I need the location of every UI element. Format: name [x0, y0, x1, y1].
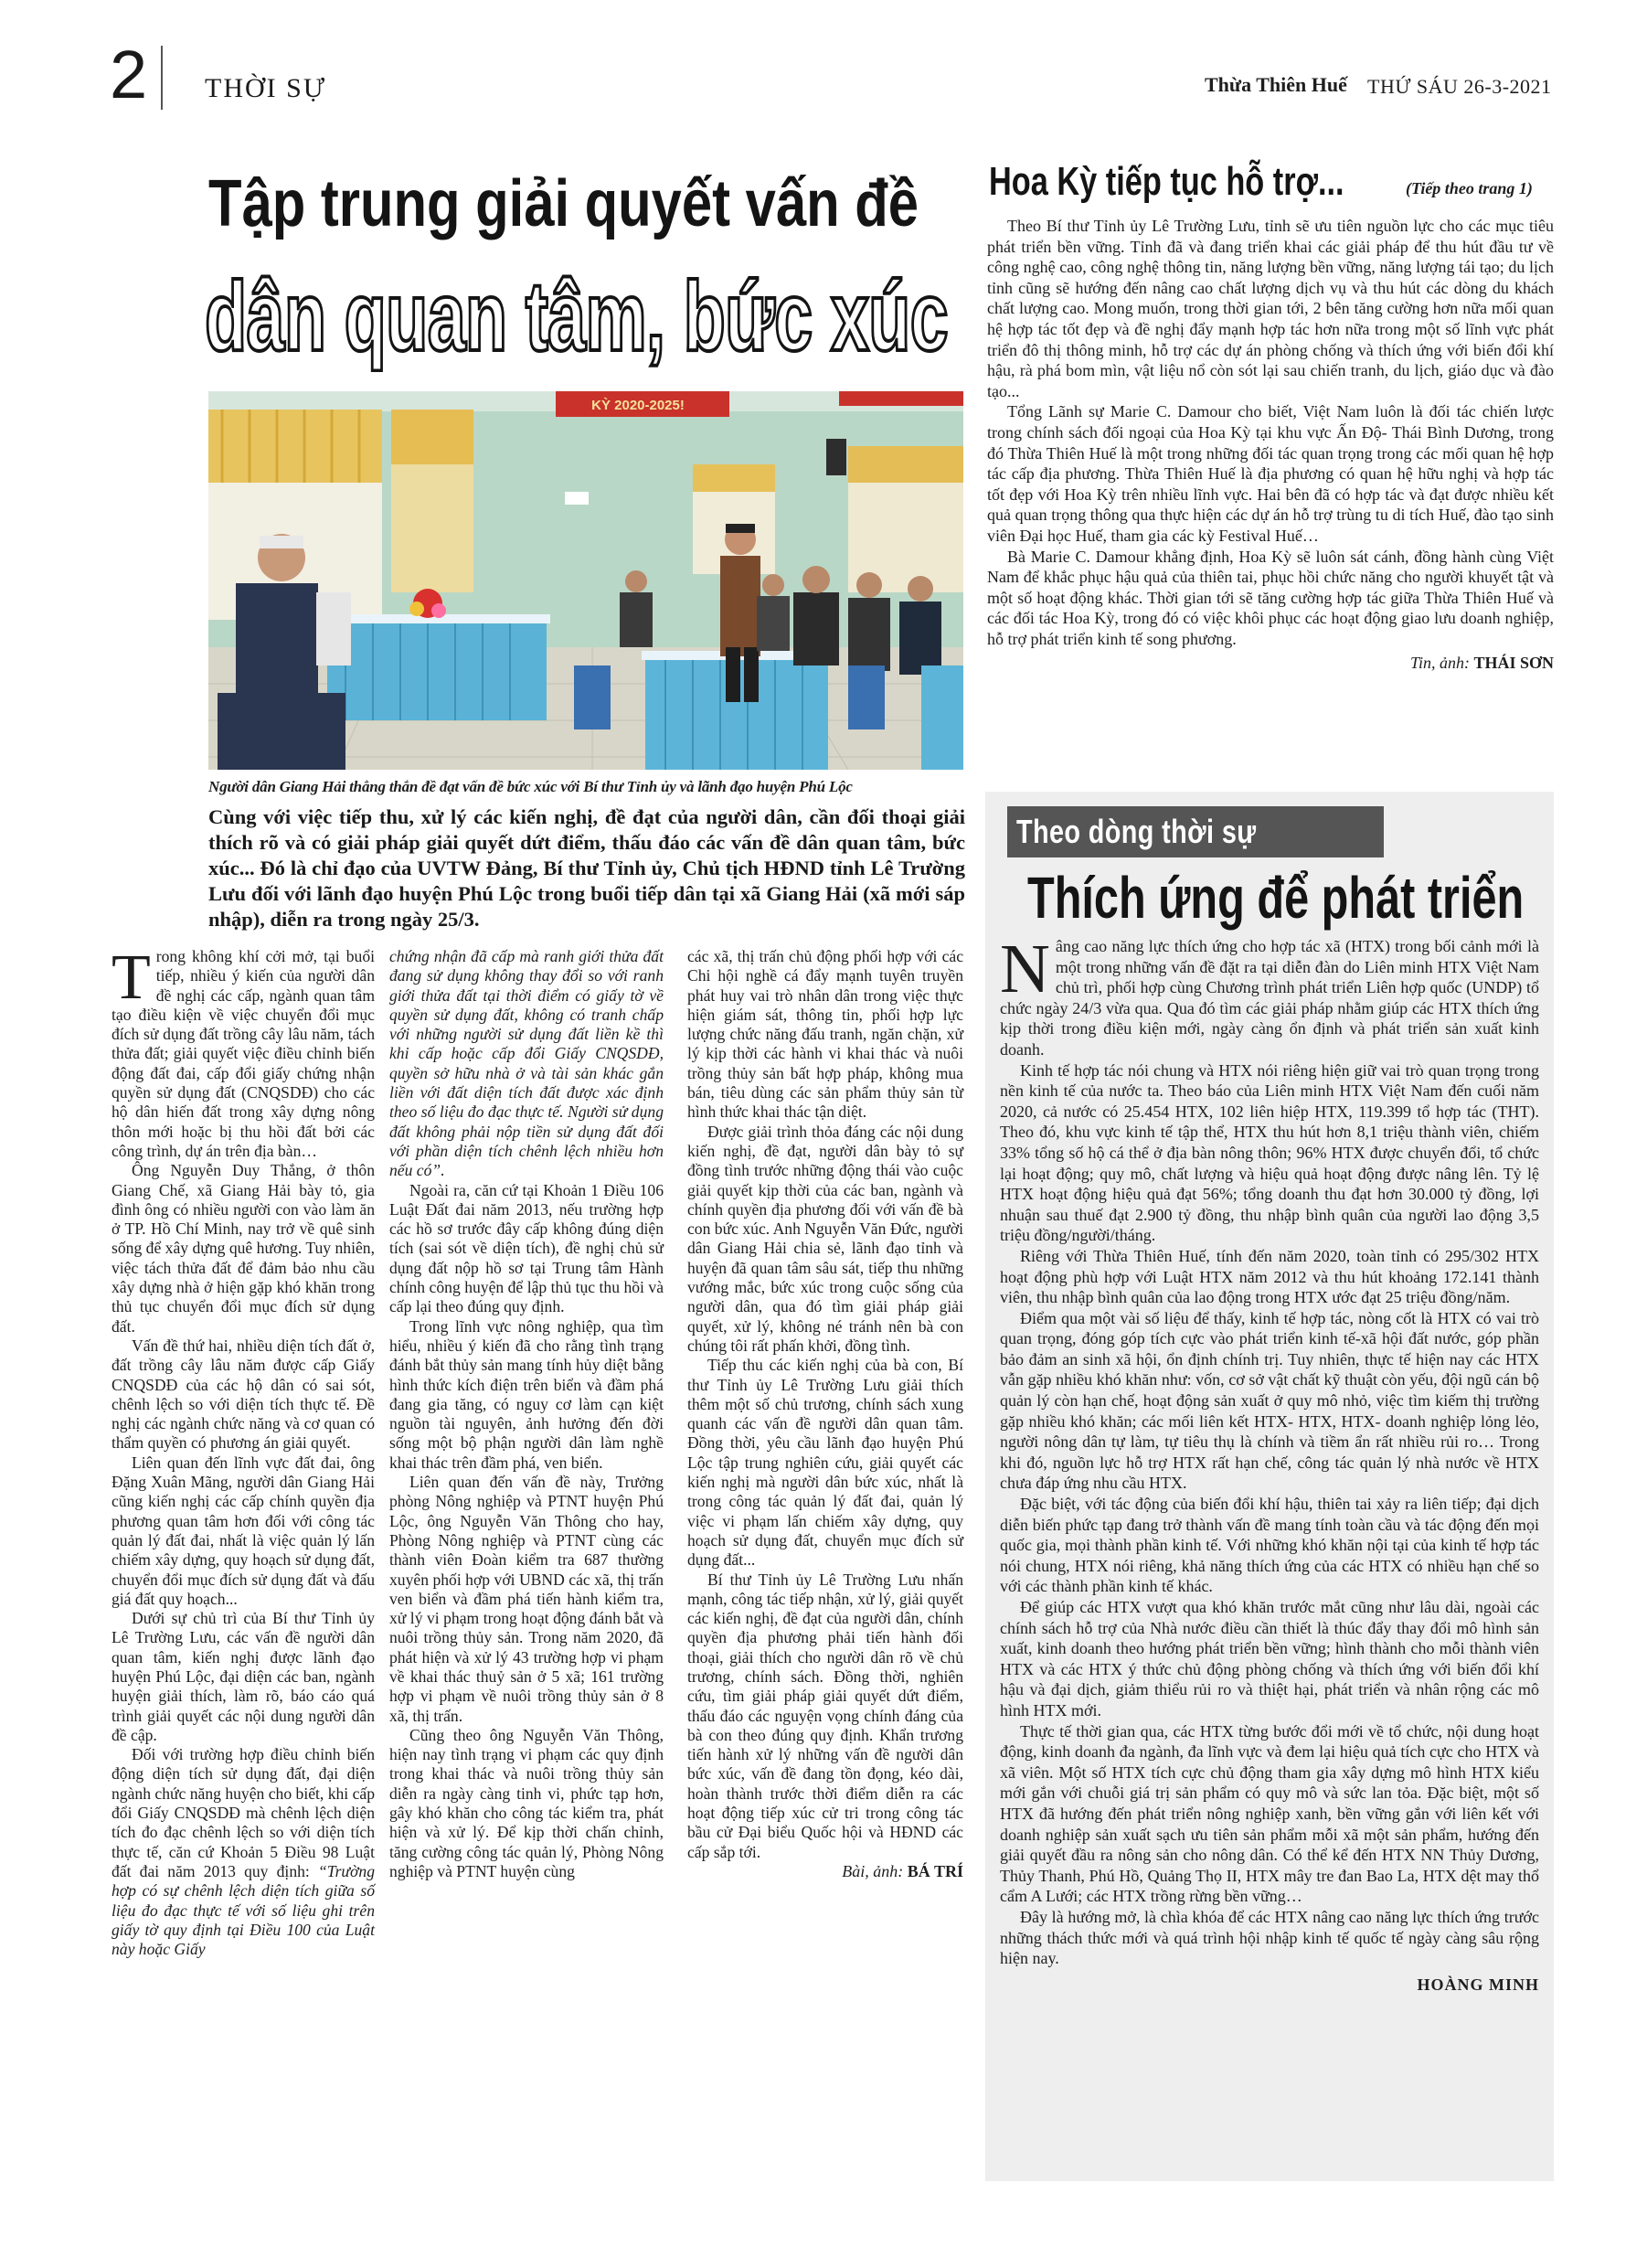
- drop-cap: N: [1000, 931, 1050, 1007]
- drop-cap: T: [112, 942, 151, 1013]
- article-paragraph: Bà Marie C. Damour khẳng định, Hoa Kỳ sẽ luôn sát cánh, đồng hành cùng Việt Nam để khắc phục hậu quả của thiên tai, phục hồi chức năng cho người khuyết tật và một số hoạt động khác. Thời gian tới sẽ tăng cường hợp tác giữa Thừa Thiên Huế và các đối tác Hoa Kỳ, trong đó có việc khôi phục các hoạt động giao lưu doanh nghiệp, hỗ trợ phát triển kinh tế song phương.: [987, 547, 1554, 648]
- paragraph-text: rong không khí cởi mở, tại buổi tiếp, nhiều ý kiến của người dân đề nghị các cấp, ngành quan tâm tạo điều kiện về việc chuyển đổi mục đích sử dụng đất trồng cây lâu năm, tách thửa đất; giải quyết việc điều chỉnh biến động đất đai, cấp đổi giấy chứng nhận quyền sử dụng đất (CNQSDĐ) cho các hộ dân hiến đất trong xây dựng nông thôn mới hoặc bị thu hồi đất bởi các công trình, dự án trên địa bàn…: [112, 947, 375, 1160]
- legal-quote: “Trường hợp có sự chênh lệch diện tích giữa số liệu đo đạc thực tế với số liệu ghi trên giấy tờ quy định tại Điều 100 của Luật này hoặc Giấy: [112, 1861, 375, 1959]
- article-paragraph: Để giúp các HTX vượt qua khó khăn trước mắt cũng như lâu dài, ngoài các chính sách hỗ trợ của Nhà nước điều cần thiết là thúc đẩy thay đổi mô hình sản xuất, kinh doanh theo hướng phát triển bền vững; hình thành cho mỗi thành viên HTX và các HTX ý thức chủ động phòng chống và thích ứng với biến đổi khí hậu và đại dịch, giảm thiểu rủi ro và thiệt hại, phát triển và nhân rộng các mô hình HTX mới.: [1000, 1598, 1539, 1720]
- article-paragraph: Đây là hướng mở, là chìa khóa để các HTX nâng cao năng lực thích ứng trước những thách thức mới và quá trình hội nhập kinh tế quốc tế ngày càng sâu rộng hiện nay.: [1000, 1907, 1539, 1968]
- page-number: 2: [110, 37, 148, 112]
- article-paragraph: Đặc biệt, với tác động của biến đổi khí hậu, thiên tai xảy ra liên tiếp; đại dịch diễn biến phức tạp đang trở thành vấn đề mang tính toàn cầu và tác động đến mọi quốc gia, mọi thành phần kinh tế. Với những khó khăn nội tại của kinh tế hợp tác nói chung, HTX nói riêng, khả năng thích ứng của các HTX có nhiều hạn chế so với các thành phần kinh tế khác.: [1000, 1495, 1539, 1596]
- article-paragraph: Dưới sự chủ trì của Bí thư Tỉnh ủy Lê Trường Lưu, các vấn đề người dân quan tâm, kiến nghị được lãnh đạo huyện Phú Lộc, đại diện các ban, ngành huyện giải thích, làm rõ, báo cáo quá trình giải quyết các nội dung người dân đề cập.: [112, 1609, 375, 1744]
- sidebar-byline: HOÀNG MINH: [1417, 1975, 1539, 1994]
- article-photo: [208, 391, 963, 770]
- article-column-3: [687, 947, 963, 1881]
- article-paragraph: các xã, thị trấn chủ động phối hợp với các Chi hội nghề cá đẩy mạnh tuyên truyền phát huy vai trò nhân dân trong việc thực hiện giám sát, thông tin, phối hợp lực lượng chức năng đấu tranh, ngăn chặn, xử lý kịp thời các hành vi khai thác và nuôi trồng thủy sản bất hợp pháp, không mua bán, tiêu dùng các sản phẩm thủy sản từ hình thức khai thác tận diệt.: [687, 947, 963, 1122]
- sidebar-body: [1000, 931, 1539, 1995]
- usa-byline: [987, 653, 1554, 674]
- byline-label: Tin, ảnh:: [1409, 654, 1474, 673]
- article-paragraph: Vấn đề thứ hai, nhiều diện tích đất ở, đất trồng cây lâu năm được cấp Giấy CNQSDĐ của các hộ dân có sai sót, chênh lệch so với diện tích thực tế. Đề nghị các ngành chức năng và cơ quan có thẩm quyền có phương án giải quyết.: [112, 1336, 375, 1453]
- article-column-2: [389, 947, 664, 1881]
- byline-name: THÁI SƠN: [1473, 654, 1554, 673]
- article-paragraph: [1000, 931, 1539, 1060]
- newspaper-name: Thừa Thiên Huế: [1205, 73, 1347, 96]
- article-byline: [687, 1862, 963, 1881]
- article-paragraph: [112, 1745, 375, 1959]
- article-paragraph: Cũng theo ông Nguyễn Văn Thông, hiện nay tình trạng vi phạm các quy định trong khai thác và nuôi trồng thủy sản diễn ra ngày càng tinh vi, phức tạp hơn, gây khó khăn cho công tác kiểm tra, phát hiện và xử lý. Để kịp thời chấn chỉnh, tăng cường công tác quản lý, Phòng Nông nghiệp và PTNT huyện cùng: [389, 1725, 664, 1880]
- byline-label: Bài, ảnh:: [842, 1861, 908, 1880]
- article-paragraph: Liên quan đến vấn đề này, Trưởng phòng Nông nghiệp và PTNT huyện Phú Lộc, ông Nguyễn Văn Thông cho hay, Phòng Nông nghiệp và PTNT cùng các thành viên Đoàn kiểm tra 687 thường xuyên phối hợp với UBND các xã, thị trấn ven biển và đầm phá tiến hành kiểm tra, xử lý vi phạm trong hoạt động đánh bắt và nuôi trồng thủy sản. Trong năm 2020, đã phát hiện và xử lý 43 trường hợp vi phạm về khai thác thuỷ sản ở 5 xã; 161 trường hợp vi phạm về nuôi trồng thủy sản ở 8 xã, thị trấn.: [389, 1473, 664, 1725]
- sidebar-headline: Thích ứng để phát triển: [1027, 865, 1525, 931]
- article-paragraph: Thực tế thời gian qua, các HTX từng bước đổi mới về tổ chức, nội dung hoạt động, kinh doanh đa ngành, đa lĩnh vực và đem lại hiệu quả tích cực cho HTX và xã viên. Một số HTX tích cực chủ động tham gia xây dựng mô hình HTX kiểu mới gắn với chuỗi giá trị sản phẩm có quy mô và sức lan tỏa. Đặc biệt, một số HTX đã hướng đến phát triển nông nghiệp xanh, bền vững gắn với liên kết với doanh nghiệp sản xuất sạch ưu tiên sản phẩm mỗi xã một sản phẩm, hướng đến giải quyết đầu ra nông sản cho nông dân. Có thể kể đến HTX NN Thủy Dương, Thủy Thanh, Phú Hồ, Quảng Thọ II, HTX mây tre đan Bao La, HTX dệt may thổ cẩm A Lưới; các HTX trồng rừng bền vững…: [1000, 1721, 1539, 1906]
- article-paragraph: Điểm qua một vài số liệu để thấy, kinh tế hợp tác, nòng cốt là HTX có vai trò quan trọng, đóng góp tích cực vào phát triển kinh tế-xã hội đất nước, góp phần bảo đảm an sinh xã hội, ổn định chính trị. Tuy nhiên, thực tế hiện nay các HTX vẫn gặp nhiều khó khăn như: vốn, cơ sở vật chất kỹ thuật còn yếu, đội ngũ cán bộ quản lý còn hạn chế, hoạt động sản xuất ở quy mô nhỏ, việc tìm kiếm thị trường gặp nhiều khó khăn; các mối liên kết HTX- HTX, HTX- doanh nghiệp lỏng lẻo, người nông dân tự làm, tự tiêu thụ là chính và tiềm ẩn rất nhiều rủi ro… Trong khi đó, nguồn lực hỗ trợ HTX rất hạn chế, công tác quản lý nhà nước về HTX chưa đáp ứng nhu cầu HTX.: [1000, 1308, 1539, 1493]
- byline-name: BÁ TRÍ: [907, 1861, 963, 1880]
- article-paragraph: [112, 942, 375, 1161]
- article-paragraph: Bí thư Tỉnh ủy Lê Trường Lưu nhấn mạnh, công tác tiếp nhận, xử lý, giải quyết các kiến nghị, đề đạt của người dân, chính quyền địa phương phải tiến hành đối thoại, giải thích cho người dân rõ về chủ trương, chính sách. Đồng thời, nghiên cứu, tìm giải pháp giải quyết dứt điểm, thấu đáo các nguyện vọng chính đáng của bà con theo đúng quy định. Khẩn trương tiến hành xử lý những vấn đề người dân bức xúc, vấn đề đang tồn đọng, kéo dài, hoàn thành trước thời điểm diễn ra các hoạt động tiếp xúc cử tri trong công tác bầu cử Đại biểu Quốc hội và HĐND các cấp sắp tới.: [687, 1570, 963, 1861]
- article-paragraph: Ông Nguyễn Duy Thắng, ở thôn Giang Chế, xã Giang Hải bày tỏ, gia đình ông có nhiều người con vào làm ăn ở TP. Hồ Chí Minh, nay trở về quê sinh sống để xây dựng quê hương. Tuy nhiên, việc tách thửa đất để đảm bảo nhu cầu xây dựng nhà ở hiện gặp khó khăn trong thủ tục chuyển đổi mục đích sử dụng đất.: [112, 1161, 375, 1336]
- article-column-1: [112, 942, 376, 1959]
- usa-article-body: [987, 216, 1554, 674]
- article-paragraph: Tổng Lãnh sự Marie C. Damour cho biết, Việt Nam luôn là đối tác chiến lược trong chính sách đối ngoại của Hoa Kỳ tại khu vực Ấn Độ- Thái Bình Dương, trong đó Thừa Thiên Huế là một trong những đối tác quan trọng trong các mối quan hệ hợp tác cấp địa phương. Thừa Thiên Huế là địa phương có quan hệ hữu nghị và hợp tác tốt đẹp với Hoa Kỳ trên nhiều lĩnh vực. Hai bên đã có hợp tác và đạt được nhiều kết quả quan trọng thông qua thực hiện các dự án hỗ trợ trùng tu di tích Huế, đào tạo sinh viên Đại học Huế, tham gia các kỳ Festival Huế…: [987, 402, 1554, 545]
- article-paragraph: Riêng với Thừa Thiên Huế, tính đến năm 2020, toàn tỉnh có 295/302 HTX hoạt động phù hợp với Luật HTX năm 2012 và thu hút khoảng 172.141 thành viên, thu nhập bình quân của lao động trong HTX ước đạt 25 triệu đồng/năm.: [1000, 1246, 1539, 1307]
- article-paragraph: Ngoài ra, căn cứ tại Khoản 1 Điều 106 Luật Đất đai năm 2013, nếu trường hợp các hồ sơ trước đây cấp không đúng diện tích (sai sót về diện tích), đề nghị chủ sử dụng đất nộp hồ sơ tại Trung tâm Hành chính công huyện để lập thủ tục thu hồi và cấp lại theo đúng quy định.: [389, 1180, 664, 1316]
- photo-banner-text: KỲ 2020-2025!: [591, 398, 685, 413]
- page-number-divider: [161, 46, 163, 110]
- photo-caption: Người dân Giang Hải thẳng thắn đề đạt vấn đề bức xúc với Bí thư Tỉnh ủy và lãnh đạo huyện Phú Lộc: [208, 778, 853, 795]
- article-paragraph: Kinh tế hợp tác nói chung và HTX nói riêng hiện giữ vai trò quan trọng trong nền kinh tế của nước ta. Theo báo của Liên minh HTX Việt Nam đến cuối năm 2020, cả nước có 25.454 HTX, 102 liên hiệp HTX, 119.399 tổ hợp tác (THT). Theo đó, khu vực kinh tế tập thể, HTX thu hút hơn 8,1 triệu thành viên, chiếm 33% tổng số hộ cá thể ở địa bàn nông thôn; 96% HTX được chuyển đổi, tổ chức lại hoạt động; quy mô, chất lượng và hiệu quả hoạt động được nâng lên. Tỷ lệ HTX hoạt động hiệu quả đạt 56%; tổng doanh thu đạt hơn 30.000 tỷ đồng, lợi nhuận sau thuế đạt 2.900 tỷ đồng, thu nhập bình quân của người lao động 3,5 triệu đồng/người/tháng.: [1000, 1060, 1539, 1245]
- article-paragraph: Tiếp thu các kiến nghị của bà con, Bí thư Tỉnh ủy Lê Trường Lưu giải thích thêm một số chủ trương, chính sách xung quanh các vấn đề người dân quan tâm. Đồng thời, yêu cầu lãnh đạo huyện Phú Lộc tập trung nghiên cứu, giải quyết các kiến nghị mà người dân bức xúc, nhất là trong công tác quản lý đất đai, quản lý việc vi phạm lấn chiếm xây dựng, quy hoạch sử dụng đất, chuyển mục đích sử dụng đất...: [687, 1356, 963, 1570]
- main-headline-line-2: dân quan tâm, bức xúc: [205, 261, 948, 371]
- article-lead: Cùng với việc tiếp thu, xử lý các kiến nghị, đề đạt của người dân, cần đối thoại giải thích rõ và có giải pháp giải quyết dứt điểm, thấu đáo các vấn đề dân quan tâm, bức xúc... Đó là chỉ đạo của UVTW Đảng, Bí thư Tỉnh ủy, Chủ tịch HĐND tỉnh Lê Trường Lưu đối với lãnh đạo huyện Phú Lộc trong buổi tiếp dân tại xã Giang Hải (xã mới sáp nhập), diễn ra trong ngày 25/3.: [208, 805, 965, 931]
- article-paragraph: Theo Bí thư Tỉnh ủy Lê Trường Lưu, tỉnh sẽ ưu tiên nguồn lực cho các mục tiêu phát triển bền vững. Tỉnh đã và đang triển khai các giải pháp để thu hút đầu tư về công nghệ cao, công nghệ thông tin, năng lượng bền vững, năng lượng tái tạo; du lịch tỉnh cũng sẽ hướng đến nâng cao chất lượng dịch vụ và thu hút các dòng du khách chất lượng cao. Mong muốn, trong thời gian tới, 2 bên tăng cường hơn nữa mối quan hệ hợp tác tốt đẹp và đề nghị đẩy mạnh hợp tác hơn nữa trong một số lĩnh vực phát triển đô thị thông minh, hỗ trợ các dự án phòng chống và thích ứng với biến đổi khí hậu, rà phá bom mìn, vật liệu nổ còn sót lại sau chiến tranh, du lịch, giáo dục và đào tạo...: [987, 217, 1554, 400]
- paragraph-text: Đối với trường hợp điều chỉnh biến động diện tích sử dụng đất, đại diện ngành chức năng huyện cho biết, khi cấp đổi Giấy CNQSDĐ mà chênh lệch diện tích đo đạc chênh lệch so với diện tích thực tế, căn cứ Khoản 5 Điều 98 Luật đất đai năm 2013 quy định:: [112, 1745, 376, 1880]
- legal-quote: chứng nhận đã cấp mà ranh giới thửa đất đang sử dụng không thay đổi so với ranh giới thửa đất tại thời điểm có giấy tờ về quyền sử dụng đất, không có tranh chấp với những người sử dụng đất liền kề thì khi cấp hoặc cấp đổi Giấy CNQSDĐ, quyền sở hữu nhà ở và tài sản khác gắn liền với đất diện tích đất được xác định theo số liệu đo đạc thực tế. Người sử dụng đất không phải nộp tiền sử dụng đất đối với phần diện tích chênh lệch nhiều hơn nếu có”.: [389, 947, 664, 1180]
- main-headline-line-1: Tập trung giải quyết vấn đề: [208, 167, 919, 240]
- article-paragraph: Trong lĩnh vực nông nghiệp, qua tìm hiểu, nhiều ý kiến đã cho rằng tình trạng đánh bắt thủy sản mang tính hủy diệt bằng hình thức kích điện trên biển và đầm phá đang gia tăng, có nguy cơ làm cạn kiệt nguồn tài nguyên, ảnh hưởng đến đời sống một bộ phận người dân làm nghề khai thác trên đầm phá, ven biển.: [389, 1316, 664, 1472]
- usa-article-headline: Hoa Kỳ tiếp tục hỗ trợ...: [989, 159, 1344, 204]
- continued-note: (Tiếp theo trang 1): [1406, 179, 1533, 197]
- paragraph-text: âng cao năng lực thích ứng cho hợp tác xã (HTX) trong bối cảnh mới là một trong những vấn đề đặt ra tại diễn đàn do Liên minh HTX Việt Nam chủ trì, phối hợp cùng Chương trình phát triển Liên hợp quốc (UNDP) tổ chức ngày 24/3 vừa qua. Qua đó tìm các giải pháp nhằm giúp các HTX thích ứng kịp thời trong điều kiện mới, ngày càng ổn định và phát triển sản xuất kinh doanh.: [1000, 937, 1539, 1059]
- article-paragraph: [389, 947, 664, 1181]
- section-title: THỜI SỰ: [205, 73, 327, 103]
- article-paragraph: Liên quan đến lĩnh vực đất đai, ông Đặng Xuân Mãng, người dân Giang Hải cũng kiến nghị các cấp chính quyền địa phương quan tâm hơn đối với công tác quản lý đất đai, nhất là việc quản lý lấn chiếm xây dựng, quy hoạch sử dụng đất, chuyển đổi mục đích sử dụng đất và đấu giá đất quy hoạch...: [112, 1453, 375, 1608]
- issue-date: THỨ SÁU 26-3-2021: [1367, 75, 1552, 98]
- article-paragraph: Được giải trình thỏa đáng các nội dung kiến nghị, đề đạt, người dân bày tỏ sự đồng tình trước những động thái vào cuộc giải quyết kịp thời của các ban, ngành và chính quyền địa phương đối với vấn đề bà con bức xúc. Anh Nguyễn Văn Đức, người dân Giang Hải chia sẻ, lãnh đạo tỉnh và huyện đã quan tâm sâu sát, tiếp thu những vướng mắc, bức xúc trong cuộc sống của người dân, qua đó tìm giải pháp giải quyết, xử lý, không né tránh nên bà con chúng tôi rất phấn khởi, đồng tình.: [687, 1122, 963, 1355]
- sidebar-tag: Theo dòng thời sự: [1016, 813, 1257, 850]
